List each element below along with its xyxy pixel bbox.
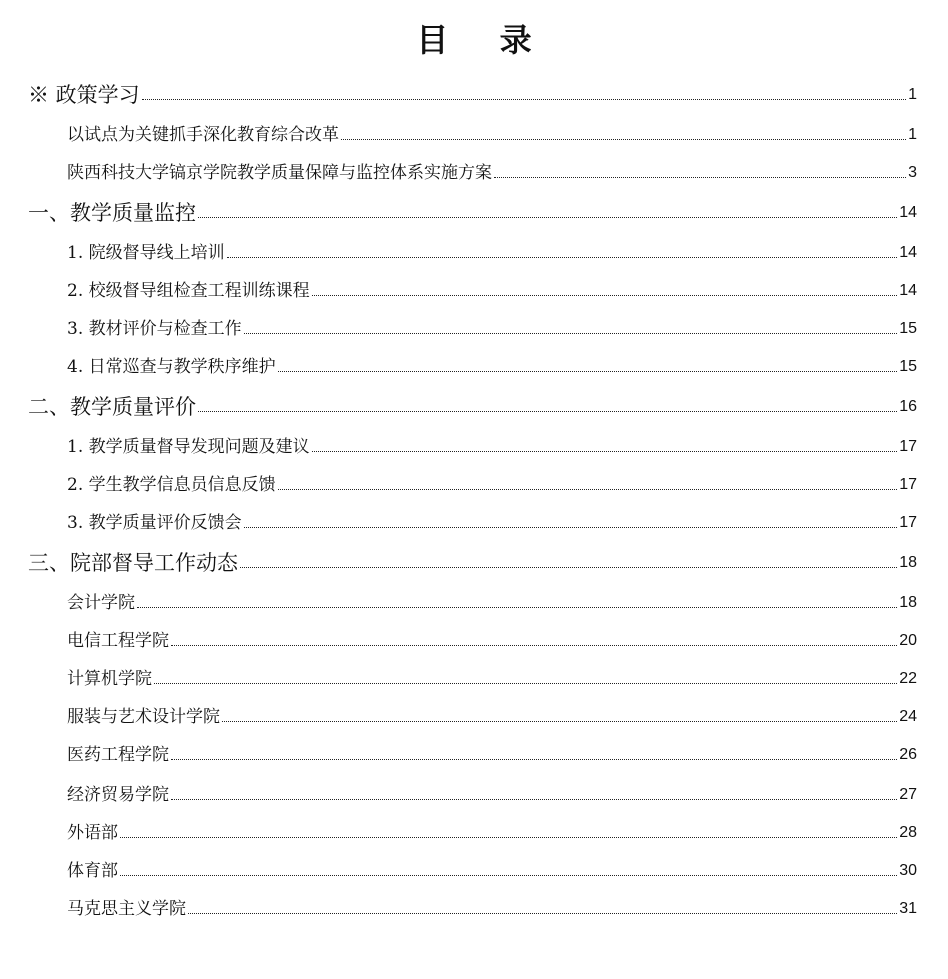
toc-entry-title: 会计学院 [67, 593, 135, 613]
toc-subsection-entry[interactable] [67, 118, 917, 146]
toc-page-number: 24 [899, 708, 917, 725]
toc-entry-title: 1. 教学质量督导发现问题及建议 [67, 437, 310, 457]
toc-subsection-entry[interactable] [67, 624, 917, 652]
toc-page-number: 30 [899, 862, 917, 879]
toc-section-entry[interactable] [28, 390, 917, 418]
toc-entry-title: 电信工程学院 [67, 631, 169, 651]
toc-subsection-entry[interactable] [67, 662, 917, 690]
toc-subsection-entry[interactable] [67, 506, 917, 534]
dot-leader [278, 489, 898, 490]
toc-page-number: 18 [899, 594, 917, 611]
toc-entry-title: 4. 日常巡查与教学秩序维护 [67, 357, 276, 377]
dot-leader [278, 371, 898, 372]
dot-leader [137, 607, 897, 608]
toc-subsection-entry[interactable] [67, 156, 917, 184]
toc-page-number: 1 [908, 86, 917, 103]
toc-page-number: 14 [899, 282, 917, 299]
toc-entry-title: 以试点为关键抓手深化教育综合改革 [67, 125, 339, 145]
dot-leader [244, 527, 898, 528]
toc-entry-title: 一、教学质量监控 [28, 201, 196, 225]
dot-leader [171, 799, 897, 800]
toc-entry-title: 体育部 [67, 861, 118, 881]
page-title: 目 录 [416, 21, 552, 59]
toc-page-number: 31 [899, 900, 917, 917]
toc-subsection-entry[interactable] [67, 468, 917, 496]
toc-entry-title: ※ 政策学习 [28, 83, 140, 107]
dot-leader [240, 567, 897, 568]
toc-page-number: 26 [899, 746, 917, 763]
toc-subsection-entry[interactable] [67, 586, 917, 614]
toc-subsection-entry[interactable] [67, 430, 917, 458]
toc-subsection-entry[interactable] [67, 700, 917, 728]
toc-entry-title: 外语部 [67, 823, 118, 843]
toc-page-number: 3 [908, 164, 917, 181]
toc-entry-title: 经济贸易学院 [67, 785, 169, 805]
toc-page-number: 15 [899, 358, 917, 375]
toc-entry-title: 3. 教学质量评价反馈会 [67, 513, 242, 533]
toc-entry-title: 医药工程学院 [67, 745, 169, 765]
toc-subsection-entry[interactable] [67, 274, 917, 302]
toc-section-entry[interactable] [28, 78, 917, 106]
toc-subsection-entry[interactable] [67, 892, 917, 920]
dot-leader [341, 139, 906, 140]
toc-subsection-entry[interactable] [67, 778, 917, 806]
toc-page-number: 14 [899, 204, 917, 221]
dot-leader [198, 411, 897, 412]
dot-leader [120, 837, 897, 838]
toc-section-entry[interactable] [28, 546, 917, 574]
dot-leader [171, 645, 897, 646]
toc-page-number: 28 [899, 824, 917, 841]
dot-leader [227, 257, 898, 258]
toc-page-number: 15 [899, 320, 917, 337]
toc-page-number: 20 [899, 632, 917, 649]
toc-entry-title: 二、教学质量评价 [28, 395, 196, 419]
dot-leader [188, 913, 897, 914]
dot-leader [142, 99, 906, 100]
toc-subsection-entry[interactable] [67, 738, 917, 766]
toc-page-number: 18 [899, 554, 917, 571]
toc-page-number: 1 [908, 126, 917, 143]
toc-page-number: 17 [899, 514, 917, 531]
dot-leader [312, 295, 898, 296]
toc-entry-title: 三、院部督导工作动态 [28, 551, 238, 575]
dot-leader [120, 875, 897, 876]
dot-leader [198, 217, 897, 218]
toc-subsection-entry[interactable] [67, 816, 917, 844]
toc-entry-title: 陕西科技大学镐京学院教学质量保障与监控体系实施方案 [67, 163, 492, 183]
toc-subsection-entry[interactable] [67, 236, 917, 264]
toc-subsection-entry[interactable] [67, 312, 917, 340]
toc-entry-title: 马克思主义学院 [67, 899, 186, 919]
dot-leader [494, 177, 906, 178]
toc-entry-title: 2. 学生教学信息员信息反馈 [67, 475, 276, 495]
toc-subsection-entry[interactable] [67, 350, 917, 378]
toc-entry-title: 3. 教材评价与检查工作 [67, 319, 242, 339]
dot-leader [171, 759, 897, 760]
dot-leader [244, 333, 898, 334]
toc-page-number: 14 [899, 244, 917, 261]
toc-subsection-entry[interactable] [67, 854, 917, 882]
dot-leader [312, 451, 898, 452]
toc-page-number: 17 [899, 438, 917, 455]
toc-page-number: 16 [899, 398, 917, 415]
toc-entry-title: 计算机学院 [67, 669, 152, 689]
dot-leader [154, 683, 897, 684]
toc-entry-title: 服装与艺术设计学院 [67, 707, 220, 727]
dot-leader [222, 721, 897, 722]
toc-section-entry[interactable] [28, 196, 917, 224]
toc-page-number: 17 [899, 476, 917, 493]
toc-entry-title: 1. 院级督导线上培训 [67, 243, 225, 263]
toc-page-number: 22 [899, 670, 917, 687]
toc-page-number: 27 [899, 786, 917, 803]
toc-entry-title: 2. 校级督导组检查工程训练课程 [67, 281, 310, 301]
